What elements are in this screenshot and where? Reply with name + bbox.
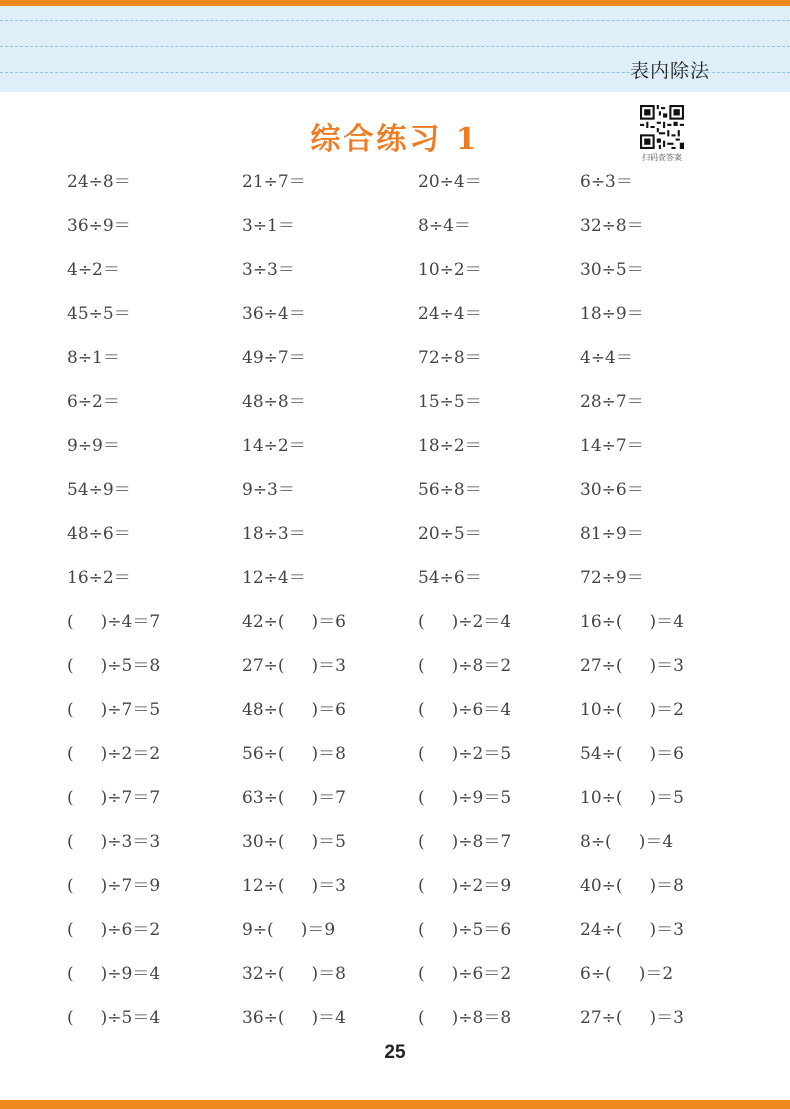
- exercise-item: 54÷( )＝6: [580, 744, 684, 764]
- exercise-item: 10÷2＝: [418, 260, 482, 280]
- exercise-item: 16÷2＝: [67, 568, 131, 588]
- exercise-item: 30÷6＝: [580, 480, 644, 500]
- exercise-item: 45÷5＝: [67, 304, 131, 324]
- exercise-item: ( )÷9＝5: [418, 788, 512, 808]
- exercise-item: 6÷2＝: [67, 392, 120, 412]
- exercise-item: ( )÷2＝2: [67, 744, 161, 764]
- exercise-item: 18÷3＝: [242, 524, 306, 544]
- exercise-item: 27÷( )＝3: [580, 1008, 684, 1028]
- exercise-item: ( )÷5＝4: [67, 1008, 161, 1028]
- exercise-item: 56÷( )＝8: [242, 744, 346, 764]
- header-dashed-line: [0, 46, 790, 47]
- exercise-item: 24÷( )＝3: [580, 920, 684, 940]
- exercise-item: 24÷8＝: [67, 172, 131, 192]
- exercise-item: 36÷9＝: [67, 216, 131, 236]
- exercise-item: 54÷9＝: [67, 480, 131, 500]
- exercise-item: ( )÷4＝7: [67, 612, 161, 632]
- exercise-item: ( )÷8＝7: [418, 832, 512, 852]
- exercise-item: ( )÷9＝4: [67, 964, 161, 984]
- exercise-item: ( )÷2＝4: [418, 612, 512, 632]
- exercise-item: 12÷4＝: [242, 568, 306, 588]
- exercise-item: 14÷7＝: [580, 436, 644, 456]
- exercise-item: ( )÷3＝3: [67, 832, 161, 852]
- exercise-item: ( )÷5＝6: [418, 920, 512, 940]
- header-dashed-line: [0, 20, 790, 21]
- exercise-item: 49÷7＝: [242, 348, 306, 368]
- exercise-item: 6÷( )＝2: [580, 964, 674, 984]
- exercise-item: 12÷( )＝3: [242, 876, 346, 896]
- exercise-item: ( )÷7＝9: [67, 876, 161, 896]
- exercise-item: 27÷( )＝3: [580, 656, 684, 676]
- exercise-item: 3÷1＝: [242, 216, 295, 236]
- exercise-item: 54÷6＝: [418, 568, 482, 588]
- exercise-item: 8÷4＝: [418, 216, 471, 236]
- exercise-item: 6÷3＝: [580, 172, 633, 192]
- exercise-item: 32÷8＝: [580, 216, 644, 236]
- exercise-item: ( )÷6＝4: [418, 700, 512, 720]
- exercise-item: 14÷2＝: [242, 436, 306, 456]
- exercise-item: 18÷2＝: [418, 436, 482, 456]
- exercise-item: 42÷( )＝6: [242, 612, 346, 632]
- exercise-item: 24÷4＝: [418, 304, 482, 324]
- bottom-accent-bar: [0, 1100, 790, 1109]
- qr-caption: 扫码查答案: [642, 153, 682, 162]
- exercise-item: 48÷8＝: [242, 392, 306, 412]
- exercise-item: 32÷( )＝8: [242, 964, 346, 984]
- exercise-item: 81÷9＝: [580, 524, 644, 544]
- exercise-item: 15÷5＝: [418, 392, 482, 412]
- exercise-item: 3÷3＝: [242, 260, 295, 280]
- exercise-item: 72÷8＝: [418, 348, 482, 368]
- exercise-item: 9÷( )＝9: [242, 920, 336, 940]
- section-tag: 表内除法: [629, 60, 710, 82]
- exercise-item: ( )÷8＝2: [418, 656, 512, 676]
- exercise-item: 63÷( )＝7: [242, 788, 346, 808]
- exercise-item: 56÷8＝: [418, 480, 482, 500]
- exercise-item: 48÷( )＝6: [242, 700, 346, 720]
- exercise-item: 20÷4＝: [418, 172, 482, 192]
- exercise-item: 10÷( )＝2: [580, 700, 684, 720]
- exercise-item: 28÷7＝: [580, 392, 644, 412]
- page-number: 25: [384, 1042, 406, 1063]
- exercise-item: ( )÷6＝2: [418, 964, 512, 984]
- exercise-item: ( )÷5＝8: [67, 656, 161, 676]
- exercise-item: 48÷6＝: [67, 524, 131, 544]
- exercise-item: ( )÷6＝2: [67, 920, 161, 940]
- exercise-item: 20÷5＝: [418, 524, 482, 544]
- exercise-item: 4÷4＝: [580, 348, 633, 368]
- exercise-item: 18÷9＝: [580, 304, 644, 324]
- exercise-item: 16÷( )＝4: [580, 612, 684, 632]
- exercise-item: 21÷7＝: [242, 172, 306, 192]
- exercise-item: ( )÷8＝8: [418, 1008, 512, 1028]
- exercise-item: 10÷( )＝5: [580, 788, 684, 808]
- exercise-item: 30÷5＝: [580, 260, 644, 280]
- exercise-item: 40÷( )＝8: [580, 876, 684, 896]
- exercise-item: 30÷( )＝5: [242, 832, 346, 852]
- exercise-item: ( )÷2＝5: [418, 744, 512, 764]
- exercise-item: ( )÷7＝7: [67, 788, 161, 808]
- exercise-item: 72÷9＝: [580, 568, 644, 588]
- exercise-item: 9÷3＝: [242, 480, 295, 500]
- exercise-item: 27÷( )＝3: [242, 656, 346, 676]
- exercise-item: 8÷1＝: [67, 348, 120, 368]
- exercise-item: 4÷2＝: [67, 260, 120, 280]
- exercise-item: ( )÷7＝5: [67, 700, 161, 720]
- exercise-item: 36÷4＝: [242, 304, 306, 324]
- page-title: 综合练习 1: [310, 122, 480, 157]
- exercise-item: ( )÷2＝9: [418, 876, 512, 896]
- exercise-item: 8÷( )＝4: [580, 832, 674, 852]
- exercise-item: 36÷( )＝4: [242, 1008, 346, 1028]
- exercise-item: 9÷9＝: [67, 436, 120, 456]
- qr-code-icon[interactable]: [640, 105, 684, 149]
